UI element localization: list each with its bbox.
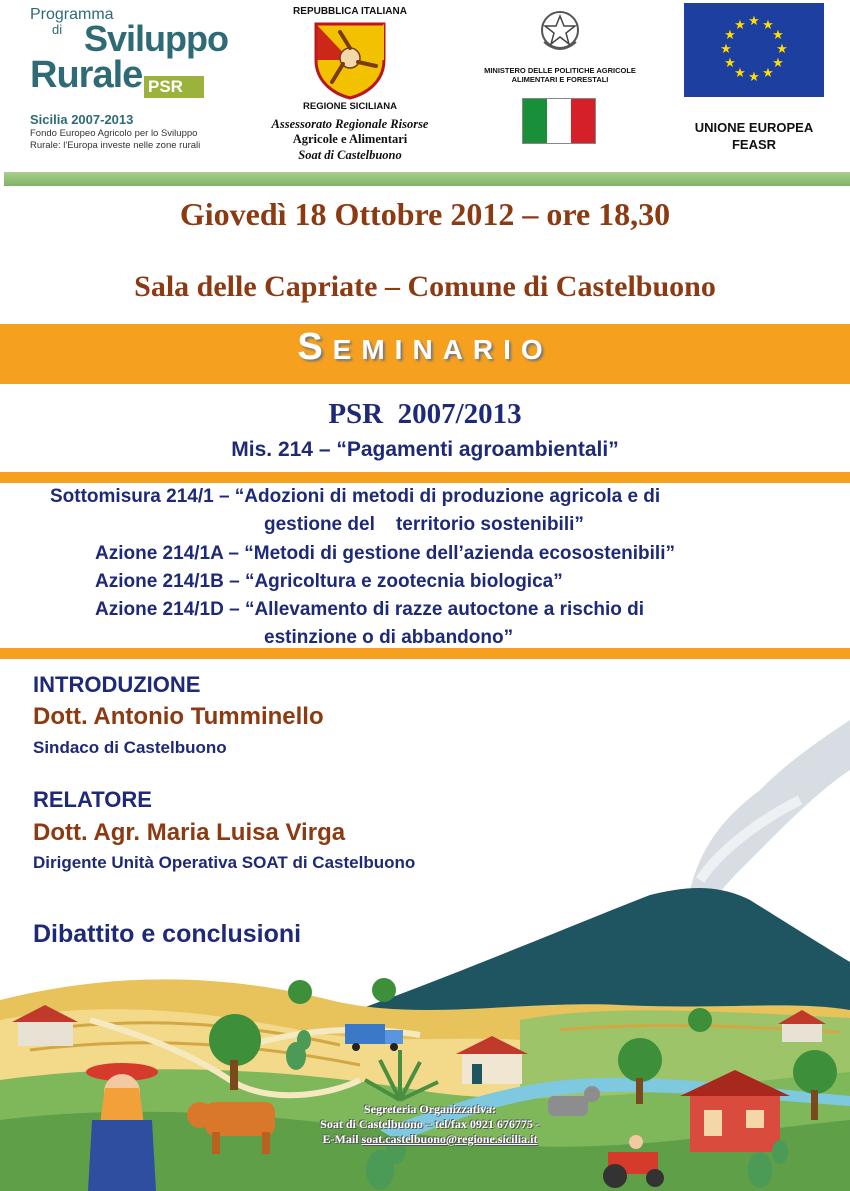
intro-role: Sindaco di Castelbuono (33, 738, 227, 757)
psr-logo-line2: di (52, 22, 63, 37)
event-type-initial: S (297, 326, 333, 368)
email-label: E-Mail (322, 1132, 362, 1146)
assessorato-label: Assessorato Regionale Risorse (271, 117, 429, 131)
svg-text:★: ★ (720, 42, 732, 57)
eu-flag-icon (684, 3, 824, 97)
intro-label: INTRODUZIONE (33, 672, 201, 697)
svg-text:★: ★ (772, 56, 784, 71)
svg-text:★: ★ (762, 18, 774, 33)
psr-logo-line3: Sviluppo (84, 18, 228, 59)
svg-text:★: ★ (772, 28, 784, 43)
svg-text:★: ★ (734, 18, 746, 33)
event-place: Sala delle Capriate – Comune di Castelbuono (134, 270, 716, 303)
eu-label: UNIONE EUROPEA (694, 120, 814, 135)
psr-caption: Fondo Europeo Agricolo per lo Sviluppo Rurale: l'Europa investe nelle zone rurali (30, 128, 201, 151)
relatore-name: Dott. Agr. Maria Luisa Virga (33, 819, 346, 846)
event-type-rest: EMINARIO (332, 334, 553, 365)
eu-logo (684, 3, 824, 158)
event-datetime: Giovedì 18 Ottobre 2012 – ore 18,30 (179, 196, 671, 232)
italian-flag-icon (522, 98, 596, 144)
program-title: PSR 2007/2013 (328, 398, 522, 430)
svg-text:★: ★ (724, 28, 736, 43)
action-line: Azione 214/1B – “Agricoltura e zootecnia biologica” (95, 571, 563, 592)
footer-line3 (220, 1132, 640, 1147)
action-line: estinzione o di abbandono” (264, 627, 514, 648)
svg-text:★: ★ (748, 70, 760, 85)
psr-period: Sicilia 2007-2013 (30, 112, 134, 127)
region-label: REGIONE SICILIANA (303, 101, 397, 112)
ministry-line2: ALIMENTARI E FORESTALI (511, 75, 609, 84)
email-link[interactable]: soat.castelbuono@regione.sicilia.it (361, 1132, 538, 1146)
psr-logo-line1: Programma (30, 6, 114, 23)
footer-line2: Soat di Castelbuono – tel/fax 0921 676775 - (320, 1117, 540, 1131)
ministry-logo (470, 4, 650, 154)
orange-divider-top (0, 472, 850, 483)
action-line: Azione 214/1A – “Metodi di gestione dell’azienda ecosostenibili” (95, 543, 675, 564)
closing-label: Dibattito e conclusioni (33, 920, 302, 948)
republic-label: REPUBBLICA ITALIANA (293, 6, 407, 17)
event-type (0, 326, 850, 369)
psr-logo (28, 4, 228, 154)
volcano-smoke (690, 720, 850, 900)
svg-text:★: ★ (762, 66, 774, 81)
action-line: Azione 214/1D – “Allevamento di razze autoctone a rischio di (95, 599, 645, 620)
agricole-label: Agricole e Alimentari (292, 132, 408, 146)
submeasure-line: Sottomisura 214/1 – “Adozioni di metodi di produzione agricola e di (50, 486, 661, 507)
italian-emblem-icon (538, 6, 582, 56)
intro-name: Dott. Antonio Tumminello (33, 703, 324, 730)
psr-badge: PSR (144, 76, 204, 98)
footer-line1: Segreteria Organizzativa: (363, 1102, 497, 1116)
measure-title: Mis. 214 – “Pagamenti agroambientali” (231, 438, 619, 461)
relatore-role: Dirigente Unità Operativa SOAT di Castelbuono (33, 853, 416, 872)
svg-text:★: ★ (734, 66, 746, 81)
svg-text:★: ★ (776, 42, 788, 57)
header-divider (4, 172, 850, 186)
psr-logo-line4: Rurale (30, 54, 143, 96)
submeasure-line: gestione del territorio sostenibili” (264, 514, 584, 535)
ministry-line1: MINISTERO DELLE POLITICHE AGRICOLE (484, 66, 636, 75)
trinacria-shield-icon (310, 20, 390, 100)
svg-text:★: ★ (724, 56, 736, 71)
soat-label: Soat di Castelbuono (298, 148, 402, 162)
footer-contact (220, 1102, 640, 1147)
relatore-label: RELATORE (33, 787, 152, 812)
regione-siciliana-logo (250, 4, 450, 164)
feasr-label: FEASR (731, 137, 777, 152)
svg-text:★: ★ (748, 14, 760, 29)
orange-divider-bottom (0, 648, 850, 659)
